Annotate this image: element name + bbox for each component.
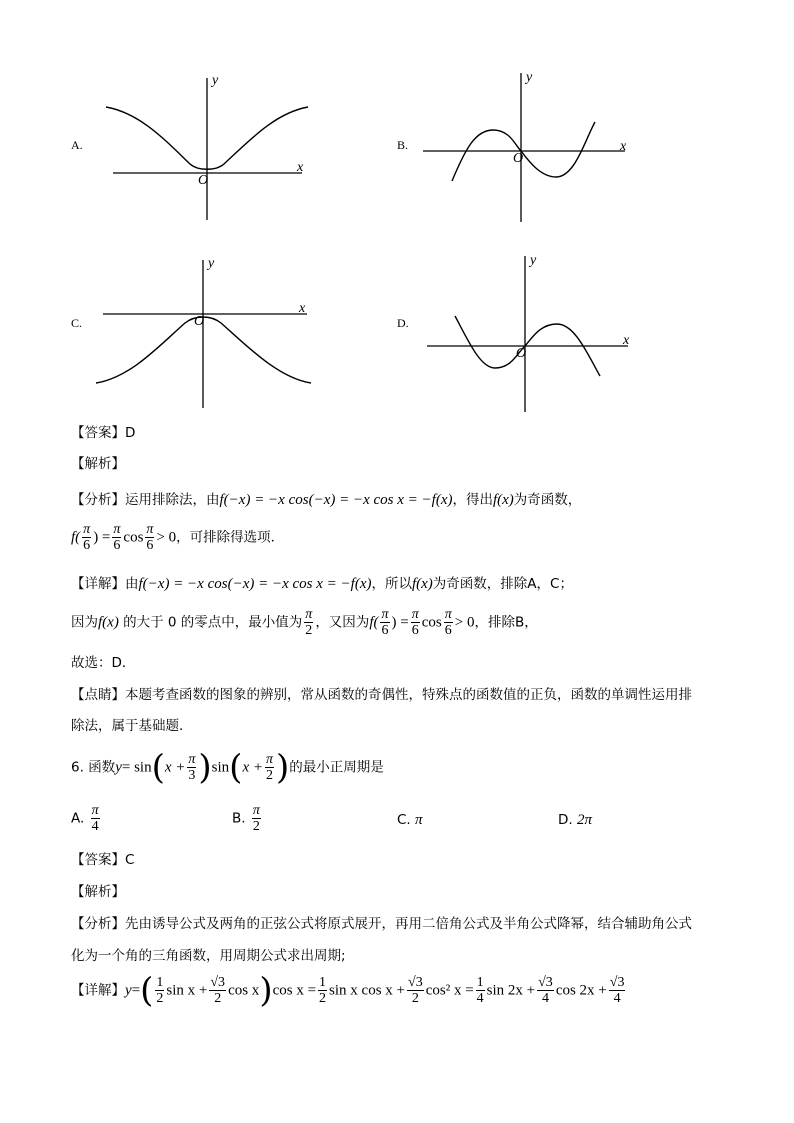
option-value: 2π — [576, 812, 592, 828]
q6-fenxi-line2: 化为一个角的三角函数，用周期公式求出周期; — [71, 948, 346, 964]
dianjing-tag: 【点睛】 — [71, 687, 125, 703]
fraction-pi-3: $\frac{\pi}{3}$ — [188, 752, 196, 783]
q5-xiangjie-line2 — [71, 607, 538, 638]
dianjing-text: 本题考查函数的图象的辨别，常从函数的奇偶性，特殊点的函数值的正负，函数的单调性运用排 — [125, 687, 692, 703]
fraction-1-2: $\frac{1}{2}$ — [156, 975, 164, 1006]
xiangjie-text: 由 — [125, 576, 139, 592]
graph-a-x-label: x — [297, 160, 304, 175]
graph-c-origin: O — [194, 314, 205, 329]
fraction-sqrt3-4: $\frac{√3}{4}$ — [538, 975, 553, 1006]
fraction-sqrt3-4: $\frac{√3}{4}$ — [609, 975, 625, 1006]
q5-fenxi-line2 — [71, 522, 284, 553]
formula-gt: > 0 — [454, 614, 475, 631]
formula-eq: ) = — [93, 529, 111, 546]
formula-cos: cos — [421, 614, 442, 631]
q5-fenxi-line1 — [71, 488, 581, 509]
fraction-1-2: $\frac{1}{2}$ — [319, 975, 327, 1006]
graph-a-y-label: y — [212, 73, 219, 88]
q5-xiangjie-line1 — [71, 572, 573, 593]
formula-cos: cos — [123, 529, 144, 546]
graph-c-y-label: y — [208, 256, 215, 271]
fenxi-text: ，可排除得选项． — [176, 529, 285, 546]
q5-guxuan: 故选：D． — [71, 655, 136, 671]
formula-x-plus: x + — [164, 759, 186, 776]
formula-f: f( — [71, 529, 81, 546]
fraction-pi-2: $\frac{\pi}{2}$ — [305, 607, 313, 638]
var-y: y — [115, 759, 122, 776]
graph-b-curve — [452, 122, 595, 181]
graph-c-x-label: x — [299, 301, 306, 316]
fraction-1-4: $\frac{1}{4}$ — [476, 975, 484, 1006]
var-y: y — [125, 982, 132, 999]
xiangjie-formula: f(−x) = −x cos(−x) = −x cos x = −f(x) — [138, 576, 372, 592]
option-c — [397, 812, 423, 829]
fraction-pi-6: $\frac{\pi}{6}$ — [146, 522, 154, 553]
option-label: B. — [232, 810, 246, 827]
formula-term: sin x cos x + — [329, 982, 406, 999]
q5-dianjing-line1 — [71, 683, 692, 703]
graph-d-label: D. — [397, 316, 409, 330]
graph-b-origin: O — [513, 151, 524, 166]
formula-term: cos² x = — [425, 982, 474, 999]
fraction-pi-2: $\frac{\pi}{2}$ — [252, 803, 260, 834]
q6-analysis-tag: 【解析】 — [71, 884, 125, 900]
option-b — [232, 803, 263, 834]
formula-term: cos x — [228, 982, 260, 999]
xiangjie-tag: 【详解】 — [71, 982, 125, 999]
fraction-pi-6: $\frac{\pi}{6}$ — [444, 607, 452, 638]
graph-c-label: C. — [71, 316, 83, 330]
answer-tag: 【答案】 — [71, 425, 125, 441]
fraction-pi-6: $\frac{\pi}{6}$ — [411, 607, 419, 638]
q6-xiangjie: 【详解】y=( $\frac{1}{2}$ sin x + $\frac{√3}{2}$ cos x)cos x = $\frac{1}{2}$ sin x cos x + $\frac{√3}{2}$ cos² x = $\frac{1}{4}$ sin 2x + $\frac{√3}{4}$ cos 2x + $\frac{√3}{4}$ — [71, 970, 625, 1011]
fraction-sqrt3-2: $\frac{√3}{2}$ — [408, 975, 423, 1006]
option-label: C. — [397, 812, 411, 828]
fenxi-tag: 【分析】 — [71, 492, 125, 508]
answer-value: D — [125, 425, 136, 441]
fenxi-text: 先由诱导公式及两角的正弦公式将原式展开，再用二倍角公式及半角公式降幂，结合辅助角公式 — [125, 916, 692, 932]
formula-term: cos x = — [272, 982, 317, 999]
question-number: 6. — [71, 759, 84, 776]
fenxi-tag: 【分析】 — [71, 916, 125, 932]
fraction-pi-2: $\frac{\pi}{2}$ — [265, 752, 273, 783]
xiangjie-tag: 【详解】 — [71, 576, 125, 592]
graph-a-label: A. — [71, 138, 83, 152]
xiangjie-text: 的大于 0 的零点中，最小值为 — [118, 614, 303, 631]
answer-tag: 【答案】 — [71, 852, 125, 868]
option-a — [71, 803, 102, 834]
fraction-pi-6: $\frac{\pi}{6}$ — [113, 522, 121, 553]
stem-text: 的最小正周期是 — [289, 759, 384, 776]
graph-b-label: B. — [397, 138, 409, 152]
stem-text: 函数 — [88, 759, 116, 776]
fraction-pi-4: $\frac{\pi}{4}$ — [91, 803, 99, 834]
q5-answer — [71, 421, 135, 441]
xiangjie-text: 因为 — [71, 614, 98, 631]
fraction-pi-6: $\frac{\pi}{6}$ — [83, 522, 91, 553]
graph-d-origin: O — [516, 346, 527, 361]
formula-f: f( — [369, 614, 379, 631]
q6-answer — [71, 848, 134, 868]
fraction-sqrt3-2: $\frac{√3}{2}$ — [210, 975, 226, 1006]
q6-stem: 6. 函数y= sin(x + $\frac{\pi}{3}$ )sin(x + $\frac{\pi}{2}$ )的最小正周期是 — [71, 747, 384, 788]
xiangjie-text: 为奇函数，排除A，C； — [432, 576, 573, 592]
fraction-pi-6: $\frac{\pi}{6}$ — [381, 607, 389, 638]
graph-a-origin: O — [198, 173, 209, 188]
xiangjie-fx: f(x) — [98, 614, 119, 631]
graph-d-x-label: x — [623, 333, 630, 348]
graph-a-curve — [106, 107, 308, 169]
formula-x-plus: x + — [242, 759, 263, 776]
formula-sin: = sin — [121, 759, 152, 776]
formula-sin: sin — [211, 759, 230, 776]
graph-b-x-label: x — [620, 139, 627, 154]
fenxi-text: 运用排除法，由 — [125, 492, 220, 508]
q5-analysis-tag: 【解析】 — [71, 456, 125, 472]
formula-gt: > 0 — [156, 529, 177, 546]
graph-d-curve — [455, 316, 600, 376]
formula-term: sin 2x + — [486, 982, 536, 999]
option-value: π — [415, 812, 423, 828]
xiangjie-text: ，所以 — [371, 576, 412, 592]
xiangjie-fx: f(x) — [411, 576, 433, 592]
formula-term: cos 2x + — [555, 982, 607, 999]
formula-term: sin x + — [166, 982, 208, 999]
fenxi-fx: f(x) — [492, 492, 514, 508]
option-label: A. — [71, 810, 85, 827]
xiangjie-text: ，又因为 — [315, 614, 370, 631]
xiangjie-text: ，排除B， — [474, 614, 538, 631]
fenxi-text: ，得出 — [452, 492, 493, 508]
q6-fenxi-line1 — [71, 912, 692, 932]
answer-value: C — [125, 852, 135, 868]
fenxi-text: 为奇函数， — [513, 492, 582, 508]
q5-dianjing-line2: 除法，属于基础题． — [71, 718, 193, 734]
option-d — [558, 812, 592, 829]
graph-d-y-label: y — [530, 253, 537, 268]
formula-eq: ) = — [391, 614, 409, 631]
graph-b-y-label: y — [526, 70, 533, 85]
fenxi-formula: f(−x) = −x cos(−x) = −x cos x = −f(x) — [219, 492, 453, 508]
option-label: D. — [558, 812, 573, 828]
